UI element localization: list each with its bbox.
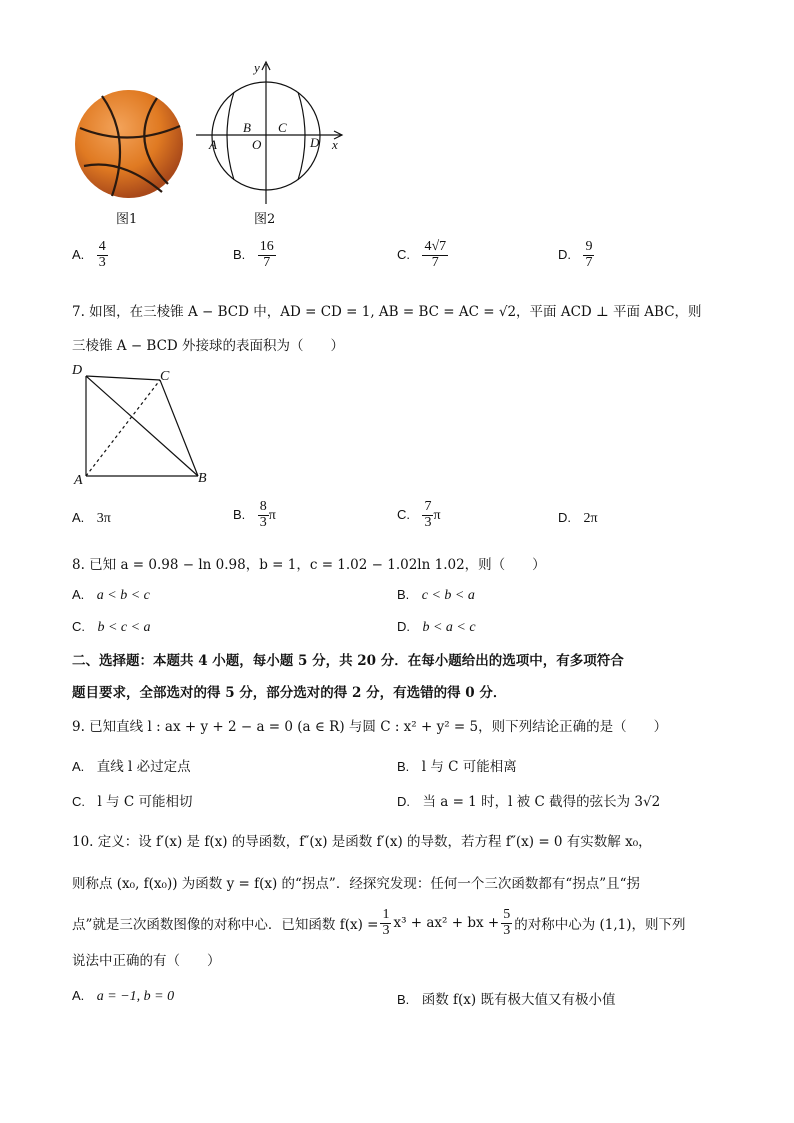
q9-option-d: D. 当 a = 1 时，l 被 C 截得的弦长为 3√2 [397,794,661,810]
q9-stem: 9. 已知直线 l : ax + y + 2 − a = 0 (a ∈ R) 与圆 C : x² + y² = 5，则下列结论正确的是（ ） [72,719,668,735]
q7-label-B: B [198,471,207,486]
figure-1-caption: 图1 [116,212,138,227]
q8-option-d: D. b < a < c [397,619,476,635]
figure-2-diagram [192,58,350,206]
tetrahedron-diagram [70,362,220,488]
q7-stem-line2: 三棱锥 A − BCD 外接球的表面积为（ ） [72,338,345,354]
q9-option-c: C. l 与 C 可能相切 [72,794,193,810]
q7-option-c: C. $\frac{7}{3}$ π [397,499,441,530]
q7-label-D: D [72,363,83,378]
fig2-label-y: y [254,60,260,75]
q9-option-a: A. 直线 l 必过定点 [72,759,191,775]
q8-option-c: C. b < c < a [72,619,151,635]
q6-option-b: B. $\frac{16}{7}$ [233,239,274,270]
section-2-heading-line1: 二、选择题：本题共 4 小题，每小题 5 分，共 20 分．在每小题给出的选项中，有多项符合 [72,653,624,669]
q9-option-b: B. l 与 C 可能相离 [397,759,517,775]
q10-stem-line3: 点”就是三次函数图像的对称中心．已知函数 f(x) = $\frac{1}{3}$ x³ + ax² + bx + $\frac{5}{3}$ 的对称中心为 (1,1)，则下列 [72,907,686,938]
q6-option-d: D. $\frac{9}{7}$ [558,239,593,270]
q10-stem-line4: 说法中正确的有（ ） [72,953,221,969]
figure-2-caption: 图2 [254,212,276,227]
figure-2 [192,58,350,206]
section-2-heading-line2: 题目要求，全部选对的得 5 分，部分选对的得 2 分，有选错的得 0 分． [72,685,507,701]
fig2-label-x: x [332,137,338,152]
fig2-label-D: D [310,135,320,150]
q6-option-c: C. $\frac{4√7}{7}$ [397,239,447,270]
q7-option-a: A. 3π [72,510,111,526]
q6-option-a: A. $\frac{4}{3}$ [72,239,106,270]
figure-1 [72,88,186,200]
q10-stem-line1: 10. 定义：设 f′(x) 是 f(x) 的导函数，f″(x) 是函数 f′(x) 的导数，若方程 f″(x) = 0 有实数解 x₀， [72,834,652,850]
fig2-label-O: O [252,137,262,152]
q7-option-d: D. 2π [558,510,598,526]
q8-option-a: A. a < b < c [72,587,150,603]
q8-option-b: B. c < b < a [397,587,475,603]
basketball-image [72,88,186,200]
fig2-label-B: B [243,120,251,135]
q7-option-b: B. $\frac{8}{3}$ π [233,499,276,530]
q7-label-A: A [74,473,83,488]
fig2-label-C: C [278,120,287,135]
q8-stem: 8. 已知 a = 0.98 − ln 0.98，b = 1，c = 1.02 − 1.02ln 1.02，则（ ） [72,557,546,573]
q10-option-b: B. 函数 f(x) 既有极大值又有极小值 [397,992,616,1008]
q7-stem-line1: 7. 如图，在三棱锥 A − BCD 中，AD = CD = 1, AB = BC = AC = √2，平面 ACD ⊥ 平面 ABC，则 [72,304,702,320]
q10-stem-line2: 则称点 (x₀, f(x₀)) 为函数 y = f(x) 的“拐点”．经探究发现：任何一个三次函数都有“拐点”且“拐 [72,876,641,892]
q7-figure [70,362,220,488]
fig2-label-A: A [209,137,217,152]
q7-label-C: C [160,369,170,384]
q10-option-a: A. a = −1, b = 0 [72,988,175,1004]
